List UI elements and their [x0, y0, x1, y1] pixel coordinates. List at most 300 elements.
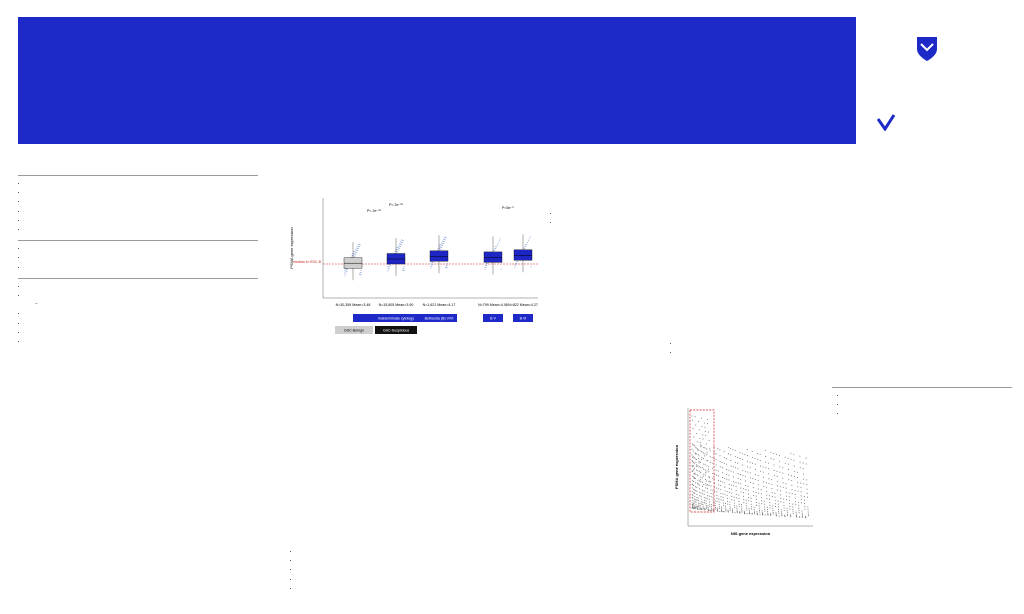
scatter-point	[754, 512, 755, 513]
scatter-point	[741, 507, 742, 508]
scatter-point	[740, 491, 741, 492]
scatter-point	[732, 449, 733, 450]
scatter-point	[727, 498, 728, 499]
scatter-point	[798, 510, 799, 511]
scatter-point	[806, 489, 807, 490]
scatter-point	[694, 508, 695, 509]
scatter-point	[803, 483, 804, 484]
scatter-point	[700, 481, 701, 482]
list-item	[559, 219, 660, 225]
jitter-point	[487, 263, 488, 264]
scatter-point	[744, 454, 745, 455]
scatter-point	[699, 466, 700, 467]
scatter-point	[706, 470, 707, 471]
scatter-point	[692, 497, 693, 498]
scatter-point	[776, 515, 777, 516]
scatter-point	[738, 501, 739, 502]
scatter-point	[729, 484, 730, 485]
jh-shield-icon	[916, 36, 938, 62]
scatter-point	[784, 507, 785, 508]
scatter-point	[695, 508, 696, 509]
divider	[18, 278, 258, 279]
scatter-point	[694, 468, 695, 469]
scatter-point	[735, 456, 736, 457]
jitter-point	[358, 244, 359, 245]
scatter-point	[794, 471, 795, 472]
scatter-point	[707, 505, 708, 506]
scatter-point	[703, 507, 704, 508]
scatter-point	[736, 506, 737, 507]
scatter-point	[694, 463, 695, 464]
scatter-point	[697, 441, 698, 442]
n-mean-label: N=15,805 Mean=3.90	[378, 303, 414, 307]
jitter-point	[404, 270, 405, 271]
scatter-point	[716, 475, 717, 476]
jitter-point	[395, 251, 396, 252]
scatter-point	[697, 465, 698, 466]
title-band	[18, 17, 856, 144]
scatter-point	[700, 472, 701, 473]
jitter-point	[497, 244, 498, 245]
scatter-point	[706, 508, 707, 509]
scatter-point	[769, 495, 770, 496]
scatter-point	[700, 444, 701, 445]
scatter-point	[776, 471, 777, 472]
scatter-point	[753, 491, 754, 492]
scatter-point	[761, 497, 762, 498]
scatter-point	[775, 506, 776, 507]
jitter-point	[442, 241, 443, 242]
jitter-point	[358, 248, 359, 249]
scatter-point	[705, 483, 706, 484]
scatter-point	[722, 482, 723, 483]
jitter-point	[526, 244, 527, 245]
jitter-point	[442, 243, 443, 244]
scatter-point	[742, 453, 743, 454]
scatter-point	[723, 505, 724, 506]
jitter-point	[387, 268, 388, 269]
conclusions-list	[832, 392, 1012, 417]
jitter-point	[390, 265, 391, 266]
scatter-point	[718, 471, 719, 472]
list-item	[27, 198, 258, 204]
jitter-point	[441, 243, 442, 244]
legend-gsc-benign-label: GSC-Benign	[343, 328, 365, 333]
scatter-point	[741, 504, 742, 505]
jitter-point	[354, 256, 355, 257]
scatter-point	[702, 493, 703, 494]
scatter-point	[710, 481, 711, 482]
scatter-point	[692, 491, 693, 492]
scatter-point	[740, 488, 741, 489]
scatter-point	[697, 475, 698, 476]
scatter-point	[723, 497, 724, 498]
jitter-point	[445, 239, 446, 240]
scatter-point	[770, 513, 771, 514]
scatter-point	[752, 451, 753, 452]
scatter-point	[735, 482, 736, 483]
scatter-point	[707, 492, 708, 493]
scatter-point	[798, 502, 799, 503]
scatter-point	[751, 504, 752, 505]
scatter-point	[752, 514, 753, 515]
scatter-point	[747, 472, 748, 473]
scatter-point	[801, 491, 802, 492]
scatter-point	[766, 491, 767, 492]
jitter-point	[354, 251, 355, 252]
scatter-point	[711, 496, 712, 497]
scatter-point	[708, 432, 709, 433]
jitter-point	[515, 263, 516, 264]
scatter-point	[797, 486, 798, 487]
scatter-point	[704, 455, 705, 456]
scatter-point	[773, 464, 774, 465]
scatter-point	[751, 506, 752, 507]
scatter-point	[715, 509, 716, 510]
scatter-point	[695, 425, 696, 426]
scatter-point	[804, 500, 805, 501]
scatter-point	[723, 511, 724, 512]
scatter-point	[785, 457, 786, 458]
scatter-point	[754, 458, 755, 459]
scatter-point	[752, 463, 753, 464]
jitter-point	[431, 261, 432, 262]
jitter-point	[432, 262, 433, 263]
jitter-point	[514, 265, 515, 266]
p-value-label: P< 2e⁻¹⁶	[388, 203, 404, 207]
scatter-point	[694, 493, 695, 494]
scatter-point	[730, 465, 731, 466]
jitter-point	[359, 246, 360, 247]
divider	[18, 240, 258, 241]
jitter-point	[494, 248, 495, 249]
scatter-point	[804, 496, 805, 497]
scatter-point	[718, 484, 719, 485]
scatter-point	[778, 504, 779, 505]
scatter-point	[780, 498, 781, 499]
scatter-point	[715, 503, 716, 504]
left-column	[18, 172, 258, 347]
scatter-point	[706, 485, 707, 486]
scatter-point	[704, 497, 705, 498]
jitter-point	[484, 269, 485, 270]
scatter-point	[806, 458, 807, 459]
scatter-point	[773, 453, 774, 454]
scatter-point	[692, 457, 693, 458]
list-item	[679, 349, 1010, 355]
jitter-point	[356, 250, 357, 251]
scatter-point	[784, 510, 785, 511]
scatter-point	[725, 507, 726, 508]
scatter-point	[805, 517, 806, 518]
scatter-point	[710, 462, 711, 463]
scatter-point	[730, 448, 731, 449]
scatter-point	[721, 508, 722, 509]
jitter-point	[443, 241, 444, 242]
scatter-point	[703, 469, 704, 470]
scatter-point	[763, 477, 764, 478]
jitter-point	[402, 270, 403, 271]
scatter-point	[792, 506, 793, 507]
scatter-point	[796, 517, 797, 518]
jitter-point	[430, 266, 431, 267]
scatter-point	[724, 451, 725, 452]
scatter-point	[793, 511, 794, 512]
scatter-point	[738, 483, 739, 484]
scatter-point	[698, 484, 699, 485]
scatter-point	[733, 481, 734, 482]
scatter-point	[745, 476, 746, 477]
scatter-point	[706, 460, 707, 461]
jitter-point	[403, 270, 404, 271]
list-item	[27, 180, 258, 186]
scatter-point	[727, 491, 728, 492]
scatter-point	[779, 461, 780, 462]
jitter-point	[398, 245, 399, 246]
scatter-point	[720, 493, 721, 494]
scatter-point	[804, 509, 805, 510]
scatter-point	[719, 455, 720, 456]
scatter-point	[792, 509, 793, 510]
jitter-point	[399, 246, 400, 247]
jitter-point	[495, 246, 496, 247]
scatter-point	[728, 447, 729, 448]
scatter-point	[764, 506, 765, 507]
scatter-point	[704, 427, 705, 428]
scatter-point	[747, 466, 748, 467]
scatter-point	[739, 452, 740, 453]
scatter-point	[772, 510, 773, 511]
jitter-point	[430, 263, 431, 264]
scatter-point	[768, 483, 769, 484]
scatter-point	[693, 506, 694, 507]
scatter-point	[698, 506, 699, 507]
scatter-point	[781, 513, 782, 514]
scatter-point	[745, 480, 746, 481]
scatter-point	[712, 494, 713, 495]
jitter-point	[440, 247, 441, 248]
scatter-point	[801, 510, 802, 511]
scatter-point	[794, 490, 795, 491]
scatter-point	[730, 454, 731, 455]
jitter-point	[404, 266, 405, 267]
scatter-point	[775, 500, 776, 501]
scatter-point	[725, 510, 726, 511]
scatter-point	[726, 464, 727, 465]
scatter-point	[694, 445, 695, 446]
scatter-point	[695, 462, 696, 463]
scatter-point	[697, 506, 698, 507]
scatter-point	[742, 470, 743, 471]
scatter-point	[702, 467, 703, 468]
scatter-point	[703, 484, 704, 485]
list-item	[27, 310, 258, 316]
scatter-point	[736, 486, 737, 487]
scatter-point	[803, 479, 804, 480]
scatter-point	[741, 509, 742, 510]
scatter-point	[701, 496, 702, 497]
scatter-point	[702, 504, 703, 505]
scatter-point	[726, 458, 727, 459]
scatter-point	[691, 415, 692, 416]
scatter-point	[799, 456, 800, 457]
scatter-point	[758, 480, 759, 481]
scatter-point	[756, 505, 757, 506]
n-mean-label: N=799 Mean=4.06	[478, 303, 508, 307]
scatter-point	[790, 453, 791, 454]
jitter-point	[400, 244, 401, 245]
scatter-point	[704, 490, 705, 491]
scatter-point	[717, 448, 718, 449]
scatter-point	[750, 477, 751, 478]
scatter-point	[704, 508, 705, 509]
jitter-point	[444, 239, 445, 240]
scatter-point	[742, 465, 743, 466]
scatter-point	[761, 493, 762, 494]
jitter-point	[500, 239, 501, 240]
scatter-point	[755, 492, 756, 493]
jitter-point	[530, 236, 531, 237]
scatter-point	[732, 509, 733, 510]
scatter-point	[705, 479, 706, 480]
scatter-point	[808, 515, 809, 516]
scatter-point	[701, 493, 702, 494]
scatter-point	[797, 472, 798, 473]
scatter-point	[765, 450, 766, 451]
scatter-point	[793, 513, 794, 514]
scatter-point	[726, 474, 727, 475]
scatter-point	[730, 460, 731, 461]
scatter-point	[698, 454, 699, 455]
scatter-point	[696, 494, 697, 495]
list-item	[27, 264, 258, 270]
scatter-point	[693, 492, 694, 493]
scatter-point	[766, 498, 767, 499]
scatter-point	[724, 490, 725, 491]
scatter-point	[707, 498, 708, 499]
scatter-point	[706, 443, 707, 444]
scatter-point	[694, 478, 695, 479]
scatter-point	[786, 496, 787, 497]
scatter-point	[720, 466, 721, 467]
jitter-point	[389, 267, 390, 268]
scatter-point	[692, 476, 693, 477]
scatter-point	[707, 423, 708, 424]
scatter-point	[744, 513, 745, 514]
scatter-point	[724, 478, 725, 479]
scatter-point	[696, 448, 697, 449]
scatter-point	[729, 492, 730, 493]
scatter-point	[723, 503, 724, 504]
scatter-point	[726, 479, 727, 480]
scatter-point	[782, 467, 783, 468]
jitter-point	[442, 245, 443, 246]
jitter-point	[352, 255, 353, 256]
jitter-point	[400, 246, 401, 247]
jitter-point	[353, 251, 354, 252]
scatter-point	[783, 502, 784, 503]
jitter-point	[498, 242, 499, 243]
jitter-point	[443, 239, 444, 240]
scatter-point	[773, 512, 774, 513]
scatter-point	[706, 465, 707, 466]
list-item	[27, 338, 258, 344]
scatter-point	[734, 503, 735, 504]
scatter-point	[803, 468, 804, 469]
scatter-point	[702, 482, 703, 483]
scatter-point	[693, 469, 694, 470]
scatter-point	[766, 487, 767, 488]
scatter-point	[747, 449, 748, 450]
scatter-point	[722, 477, 723, 478]
results-list	[18, 283, 258, 344]
scatter-point	[791, 475, 792, 476]
scatter-point	[807, 493, 808, 494]
scatter-point	[728, 511, 729, 512]
scatter-point	[726, 469, 727, 470]
scatter-point	[778, 501, 779, 502]
jitter-point	[430, 268, 431, 269]
scatter-point	[764, 504, 765, 505]
legend-indeterminate-label: Indeterminate cytology	[377, 316, 415, 321]
jitter-point	[387, 266, 388, 267]
y-axis-label: PSMA gene expression	[674, 444, 679, 490]
list-item	[27, 245, 258, 251]
scatter-point	[743, 496, 744, 497]
n-mean-label: N=822 Mean=4.27	[508, 303, 538, 307]
scatter-point	[786, 488, 787, 489]
scatter-point	[788, 464, 789, 465]
scatter-point	[697, 497, 698, 498]
scatter-point	[691, 454, 692, 455]
scatter-point	[692, 470, 693, 471]
jitter-point	[441, 245, 442, 246]
scatter-point	[711, 504, 712, 505]
jitter-point	[353, 256, 354, 257]
intro-list	[18, 180, 258, 232]
scatter-point	[698, 505, 699, 506]
scatter-point	[804, 503, 805, 504]
scatter-point	[737, 457, 738, 458]
list-item	[27, 320, 258, 326]
scatter-point	[700, 507, 701, 508]
scatter-point	[698, 500, 699, 501]
scatter-point	[750, 472, 751, 473]
jitter-point	[360, 244, 361, 245]
scatter-point	[716, 498, 717, 499]
scatter-point	[709, 504, 710, 505]
scatter-point	[739, 511, 740, 512]
scatter-point	[696, 464, 697, 465]
jitter-point	[361, 274, 362, 275]
scatter-point	[762, 512, 763, 513]
scatter-point	[694, 457, 695, 458]
scatter-point	[696, 466, 697, 467]
scatter-point	[699, 438, 700, 439]
scatter-point	[776, 514, 777, 515]
scatter-point	[740, 483, 741, 484]
jitter-point	[361, 272, 362, 273]
scatter-point	[717, 509, 718, 510]
scatter-point	[757, 514, 758, 515]
scatter-point	[752, 457, 753, 458]
jitter-point	[345, 273, 346, 274]
scatter-point	[711, 508, 712, 509]
scatter-point	[700, 477, 701, 478]
jitter-point	[388, 269, 389, 270]
scatter-point	[707, 488, 708, 489]
scatter-point	[712, 490, 713, 491]
